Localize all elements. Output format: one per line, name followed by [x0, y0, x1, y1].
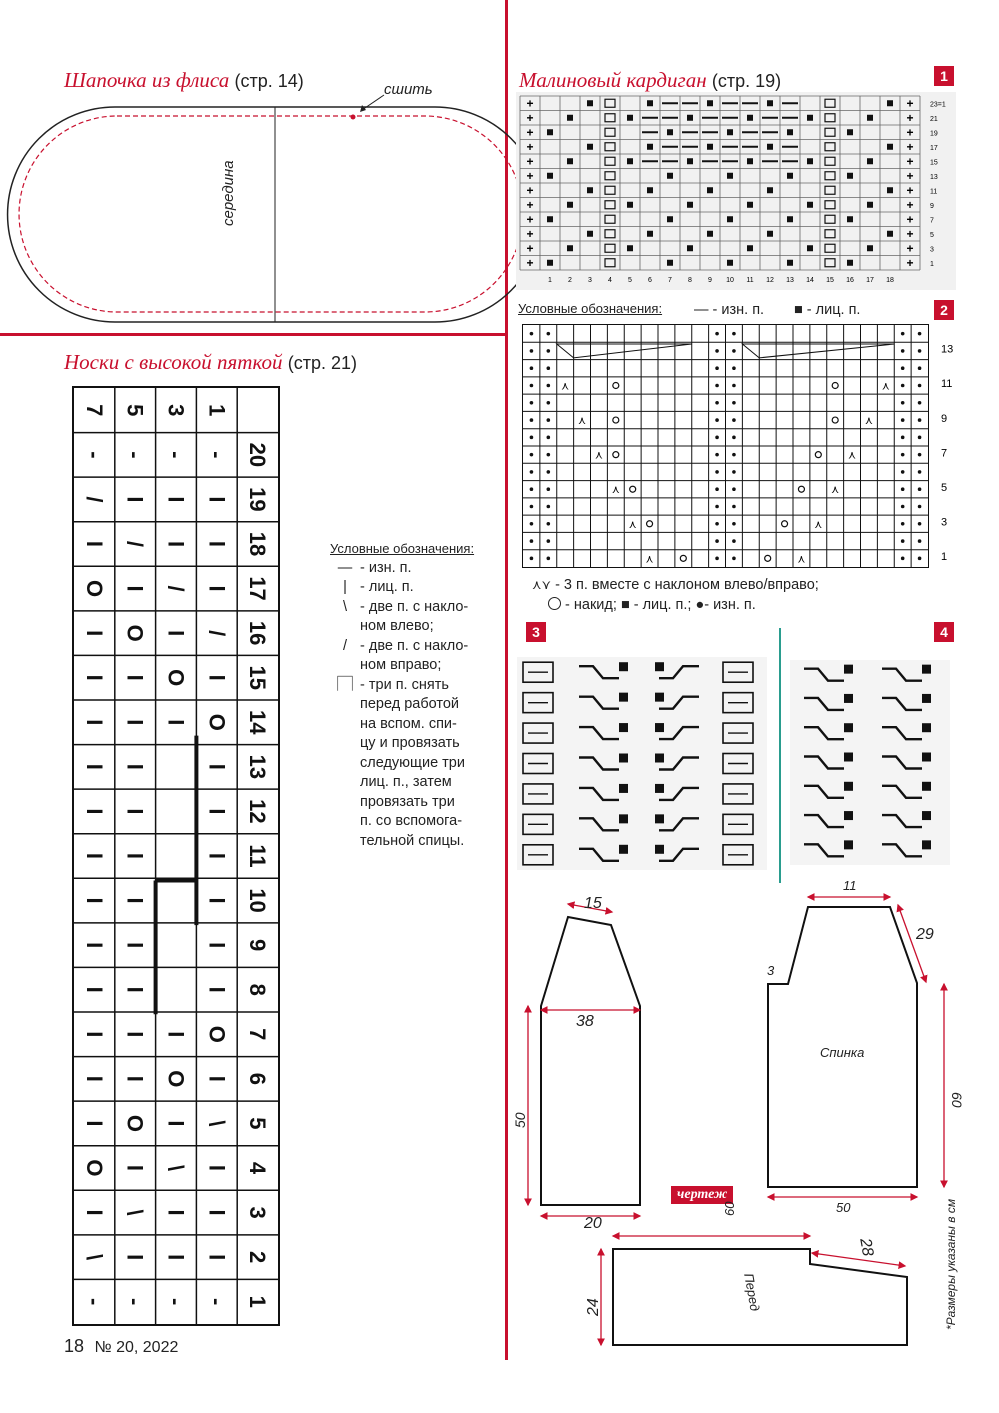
- col-header: 5: [122, 404, 148, 417]
- row-label: 23=1: [930, 101, 946, 109]
- back-height-dim: 60: [949, 1092, 965, 1108]
- row-label: 15: [930, 159, 938, 167]
- plus-symbol: +: [526, 96, 534, 111]
- row-label: 10: [245, 888, 271, 913]
- row-label: 2: [245, 1251, 271, 1264]
- col-label: 12: [766, 277, 774, 284]
- plus-symbol: +: [526, 197, 534, 212]
- dec-symbol: ⋏: [611, 484, 620, 497]
- legend-text: - три п. снять: [360, 676, 449, 693]
- col-label: 4: [608, 277, 612, 284]
- stitch-symbol: \: [204, 1120, 230, 1127]
- plus-symbol: +: [906, 212, 914, 227]
- stitch-symbol: I: [204, 496, 230, 503]
- stitch-symbol: I: [81, 1209, 107, 1216]
- sleeve-width-dim: 38: [576, 1013, 594, 1030]
- col-label: 2: [568, 277, 572, 284]
- sew-label: сшить: [384, 81, 433, 98]
- stitch-symbol: I: [204, 1254, 230, 1261]
- row-label: 16: [245, 620, 271, 646]
- col-label: 10: [726, 277, 734, 284]
- col-label: 6: [648, 277, 652, 284]
- stitch-symbol: I: [204, 808, 230, 815]
- stitch-symbol: I: [122, 852, 148, 860]
- plus-symbol: +: [526, 168, 534, 183]
- cardigan-page-ref: (стр. 19): [711, 71, 782, 91]
- stitch-symbol: /: [81, 496, 107, 503]
- dec-symbol: ⋏: [628, 518, 637, 531]
- back-shoulder-dim: 29: [916, 926, 934, 943]
- legend-symbol: ⎾⏋: [330, 676, 360, 693]
- dec-symbol: ⋏: [578, 415, 587, 428]
- front-height-dim: 24: [585, 1298, 602, 1316]
- row-label: 1: [930, 260, 934, 268]
- hat-title-text: Шапочка из флиса: [64, 68, 230, 92]
- legend2-line1-text: - 3 п. вместе с наклоном влево/вправо;: [555, 577, 819, 593]
- plus-symbol: +: [526, 212, 534, 227]
- col-label: 3: [588, 277, 592, 284]
- row-label: 6: [245, 1072, 271, 1085]
- row-label: 13: [245, 754, 271, 780]
- row-label: 20: [245, 442, 271, 468]
- stitch-symbol: I: [122, 763, 148, 770]
- stitch-symbol: I: [204, 763, 230, 770]
- middle-label: середина: [220, 160, 237, 226]
- stitch-symbol: I: [122, 942, 148, 949]
- page-number: 18: [64, 1336, 85, 1356]
- row-label: 13: [930, 173, 938, 181]
- stitch-symbol: I: [122, 897, 148, 904]
- plus-symbol: +: [906, 139, 914, 154]
- dec-symbol-icon: ⋏⋎: [532, 577, 552, 592]
- back-width-dim: 50: [836, 1200, 851, 1215]
- stitch-symbol: -: [81, 1298, 107, 1306]
- stitch-symbol: I: [81, 1075, 107, 1082]
- plus-symbol: +: [906, 110, 914, 125]
- row-label: 19: [930, 130, 938, 138]
- legend-symbol: \: [342, 598, 348, 615]
- col-label: 1: [548, 277, 552, 284]
- row-label: 13: [941, 343, 954, 356]
- dec-symbol: ⋏: [594, 449, 603, 462]
- stitch-symbol: I: [204, 1075, 230, 1082]
- row-label: 14: [245, 710, 271, 735]
- row-label: 5: [930, 231, 934, 239]
- plus-symbol: +: [526, 139, 534, 154]
- front-width-dim: 60: [722, 1201, 737, 1216]
- legend2-purl-text: ●- изн. п.: [695, 597, 756, 613]
- row-label: 17: [930, 144, 938, 152]
- badge-1: 1: [934, 66, 954, 86]
- stitch-symbol: I: [163, 630, 189, 637]
- stitch-symbol: I: [122, 1031, 148, 1038]
- stitch-symbol: I: [81, 986, 107, 993]
- col-label: 7: [668, 277, 672, 284]
- row-label: 3: [245, 1206, 271, 1219]
- plus-symbol: +: [526, 183, 534, 198]
- stitch-symbol: I: [122, 719, 148, 726]
- legend-text: ном вправо;: [360, 657, 442, 673]
- stitch-symbol: I: [204, 986, 230, 993]
- col-label: 16: [846, 277, 854, 284]
- sleeve-bottom-dim: 20: [584, 1215, 602, 1232]
- front-slope-dim: 28: [856, 1237, 877, 1258]
- stitch-symbol: I: [122, 1075, 148, 1082]
- plus-symbol: +: [906, 226, 914, 241]
- stitch-symbol: I: [122, 808, 148, 815]
- dec-symbol: ⋏: [814, 518, 823, 531]
- col-label: 9: [708, 277, 712, 284]
- row-label: 11: [941, 378, 953, 391]
- stitch-symbol: -: [163, 1298, 189, 1306]
- col-label: 17: [866, 277, 874, 284]
- legend-text: п. со вспомога-: [360, 813, 463, 829]
- row-label: 9: [245, 939, 271, 952]
- stitch-symbol: I: [163, 719, 189, 726]
- plus-symbol: +: [526, 154, 534, 169]
- dec-symbol: ⋏: [561, 380, 570, 393]
- row-label: 8: [245, 983, 271, 996]
- stitch-symbol: I: [122, 986, 148, 993]
- col-label: 8: [688, 277, 692, 284]
- dec-symbol: ⋏: [864, 415, 873, 428]
- col-header: 7: [81, 404, 107, 417]
- stitch-symbol: I: [204, 674, 230, 681]
- dec-symbol: ⋏: [645, 553, 654, 566]
- stitch-symbol: I: [204, 852, 230, 860]
- pattern-label: чертеж: [671, 1186, 733, 1204]
- stitch-symbol: I: [81, 808, 107, 815]
- back-drop-dim: 3: [767, 963, 775, 978]
- legend-symbol: |: [343, 579, 347, 595]
- stitch-symbol: O: [163, 669, 189, 687]
- stitch-symbol: \: [81, 1254, 107, 1261]
- row-label: 9: [941, 412, 948, 425]
- stitch-symbol: -: [204, 1298, 230, 1306]
- legend-text: цу и провязать: [360, 735, 460, 751]
- legend-text: перед работой: [360, 696, 460, 712]
- stitch-symbol: O: [81, 1159, 107, 1177]
- row-label: 9: [930, 202, 934, 210]
- plus-symbol: +: [906, 255, 914, 270]
- stitch-symbol: I: [204, 897, 230, 904]
- socks-page-ref: (стр. 21): [287, 353, 358, 373]
- badge-2: 2: [934, 300, 954, 320]
- col-label: 5: [628, 277, 632, 284]
- plus-symbol: +: [906, 96, 914, 111]
- stitch-symbol: I: [81, 1120, 107, 1127]
- row-label: 1: [941, 551, 948, 564]
- legend-text: - две п. с накло-: [360, 598, 469, 615]
- row-label: 7: [245, 1028, 271, 1041]
- stitch-symbol: O: [122, 624, 148, 642]
- legend-text: - лиц. п.: [360, 579, 414, 595]
- stitch-symbol: I: [81, 942, 107, 949]
- stitch-symbol: I: [163, 1120, 189, 1127]
- issue-label: № 20, 2022: [94, 1339, 179, 1356]
- legend-text: ном влево;: [360, 618, 434, 634]
- stitch-symbol: O: [81, 580, 107, 598]
- plus-symbol: +: [906, 183, 914, 198]
- dec-symbol: ⋏: [881, 380, 890, 393]
- legend-text: следующие три: [360, 754, 465, 771]
- row-label: 4: [245, 1161, 271, 1175]
- plus-symbol: +: [906, 154, 914, 169]
- legend1-heading: Условные обозначения:: [518, 301, 663, 316]
- sleeve-outline: [541, 917, 640, 1205]
- stitch-symbol: I: [163, 496, 189, 503]
- stitch-symbol: I: [81, 674, 107, 681]
- row-label: 7: [941, 447, 948, 460]
- row-label: 3: [941, 516, 948, 529]
- row-label: 1: [245, 1295, 271, 1308]
- row-label: 17: [245, 576, 271, 601]
- front-title: Перед: [741, 1272, 763, 1313]
- stitch-symbol: \: [122, 1209, 148, 1216]
- stitch-symbol: O: [122, 1114, 148, 1132]
- row-label: 7: [930, 217, 934, 225]
- plus-symbol: +: [526, 125, 534, 140]
- dec-symbol: ⋏: [797, 553, 806, 566]
- col-header: 1: [204, 404, 230, 417]
- legend-text: - изн. п.: [360, 559, 412, 576]
- stitch-symbol: I: [163, 1031, 189, 1038]
- row-label: 12: [245, 799, 271, 824]
- socks-legend-heading: Условные обозначения:: [330, 541, 475, 556]
- stitch-symbol: -: [122, 1298, 148, 1306]
- legend-text: лиц. п., затем: [360, 774, 452, 790]
- row-label: 11: [930, 188, 938, 196]
- dec-symbol: ⋏: [831, 484, 840, 497]
- plus-symbol: +: [526, 241, 534, 256]
- back-neck-dim: 11: [843, 878, 857, 893]
- row-label: 18: [245, 531, 271, 557]
- legend2-yo-text: - накид;: [565, 597, 617, 613]
- stitch-symbol: -: [204, 451, 230, 459]
- cardigan-title-text: Малиновый кардиган: [519, 68, 707, 92]
- stitch-symbol: I: [122, 585, 148, 592]
- col-label: 13: [786, 277, 794, 284]
- row-label: 5: [941, 481, 948, 494]
- stitch-symbol: I: [81, 763, 107, 770]
- row-label: 19: [245, 487, 271, 512]
- stitch-symbol: I: [163, 540, 189, 548]
- stitch-symbol: I: [81, 540, 107, 548]
- stitch-symbol: I: [163, 1254, 189, 1261]
- stitch-symbol: I: [81, 719, 107, 726]
- stitch-symbol: I: [163, 1209, 189, 1216]
- legend-text: - две п. с накло-: [360, 637, 469, 654]
- legend-text: тельной спицы.: [360, 832, 465, 849]
- plus-symbol: +: [906, 241, 914, 256]
- row-label: 21: [930, 115, 938, 123]
- dec-symbol: ⋏: [848, 449, 857, 462]
- row-label: 5: [245, 1117, 271, 1130]
- socks-title-text: Носки с высокой пяткой: [64, 350, 283, 374]
- legend-symbol: —: [337, 559, 353, 576]
- row-label: 15: [245, 665, 271, 690]
- stitch-symbol: I: [204, 1209, 230, 1216]
- stitch-symbol: O: [204, 713, 230, 731]
- stitch-symbol: -: [81, 451, 107, 459]
- stitch-symbol: O: [163, 1070, 189, 1088]
- stitch-symbol: I: [122, 1254, 148, 1261]
- stitch-symbol: /: [204, 630, 230, 637]
- badge-3: 3: [526, 622, 546, 642]
- badge-4: 4: [934, 622, 954, 642]
- row-label: 3: [930, 246, 934, 254]
- legend-text: на вспом. спи-: [360, 715, 457, 732]
- plus-symbol: +: [906, 197, 914, 212]
- back-title: Спинка: [820, 1045, 865, 1060]
- stitch-symbol: -: [163, 451, 189, 459]
- sleeve-height-dim: 50: [512, 1112, 528, 1128]
- legend-text: провязать три: [360, 793, 455, 810]
- stitch-symbol: I: [81, 852, 107, 860]
- stitch-symbol: /: [163, 585, 189, 592]
- stitch-symbol: I: [122, 496, 148, 503]
- stitch-symbol: I: [122, 674, 148, 681]
- legend-symbol: /: [342, 637, 348, 654]
- stitch-symbol: I: [81, 630, 107, 637]
- col-label: 14: [806, 277, 814, 284]
- legend1-knit: ■ - лиц. п.: [794, 302, 861, 318]
- stitch-symbol: I: [81, 1031, 107, 1038]
- row-label: 11: [245, 844, 271, 868]
- legend2-knit-text: ■ - лиц. п.;: [620, 597, 692, 613]
- footer: [64, 1336, 178, 1357]
- stitch-symbol: I: [122, 1164, 148, 1172]
- stitch-symbol: I: [204, 1164, 230, 1172]
- stitch-symbol: I: [81, 897, 107, 904]
- col-label: 18: [886, 277, 894, 284]
- stitch-symbol: I: [204, 540, 230, 548]
- plus-symbol: +: [906, 125, 914, 140]
- col-header: 3: [163, 404, 189, 417]
- plus-symbol: +: [526, 226, 534, 241]
- plus-symbol: +: [906, 168, 914, 183]
- legend1-purl: — - изн. п.: [694, 302, 765, 318]
- plus-symbol: +: [526, 110, 534, 125]
- col-label: 11: [746, 277, 754, 284]
- stitch-symbol: -: [122, 451, 148, 459]
- stitch-symbol: /: [122, 540, 148, 548]
- col-label: 15: [826, 277, 834, 284]
- sleeve-top-dim: 15: [584, 895, 602, 912]
- stitch-symbol: I: [204, 942, 230, 949]
- size-note: *Размеры указаны в см: [944, 1198, 958, 1330]
- stitch-symbol: I: [204, 585, 230, 592]
- stitch-symbol: O: [204, 1025, 230, 1043]
- hat-page-ref: (стр. 14): [234, 71, 304, 91]
- stitch-symbol: \: [163, 1164, 189, 1172]
- plus-symbol: +: [526, 255, 534, 270]
